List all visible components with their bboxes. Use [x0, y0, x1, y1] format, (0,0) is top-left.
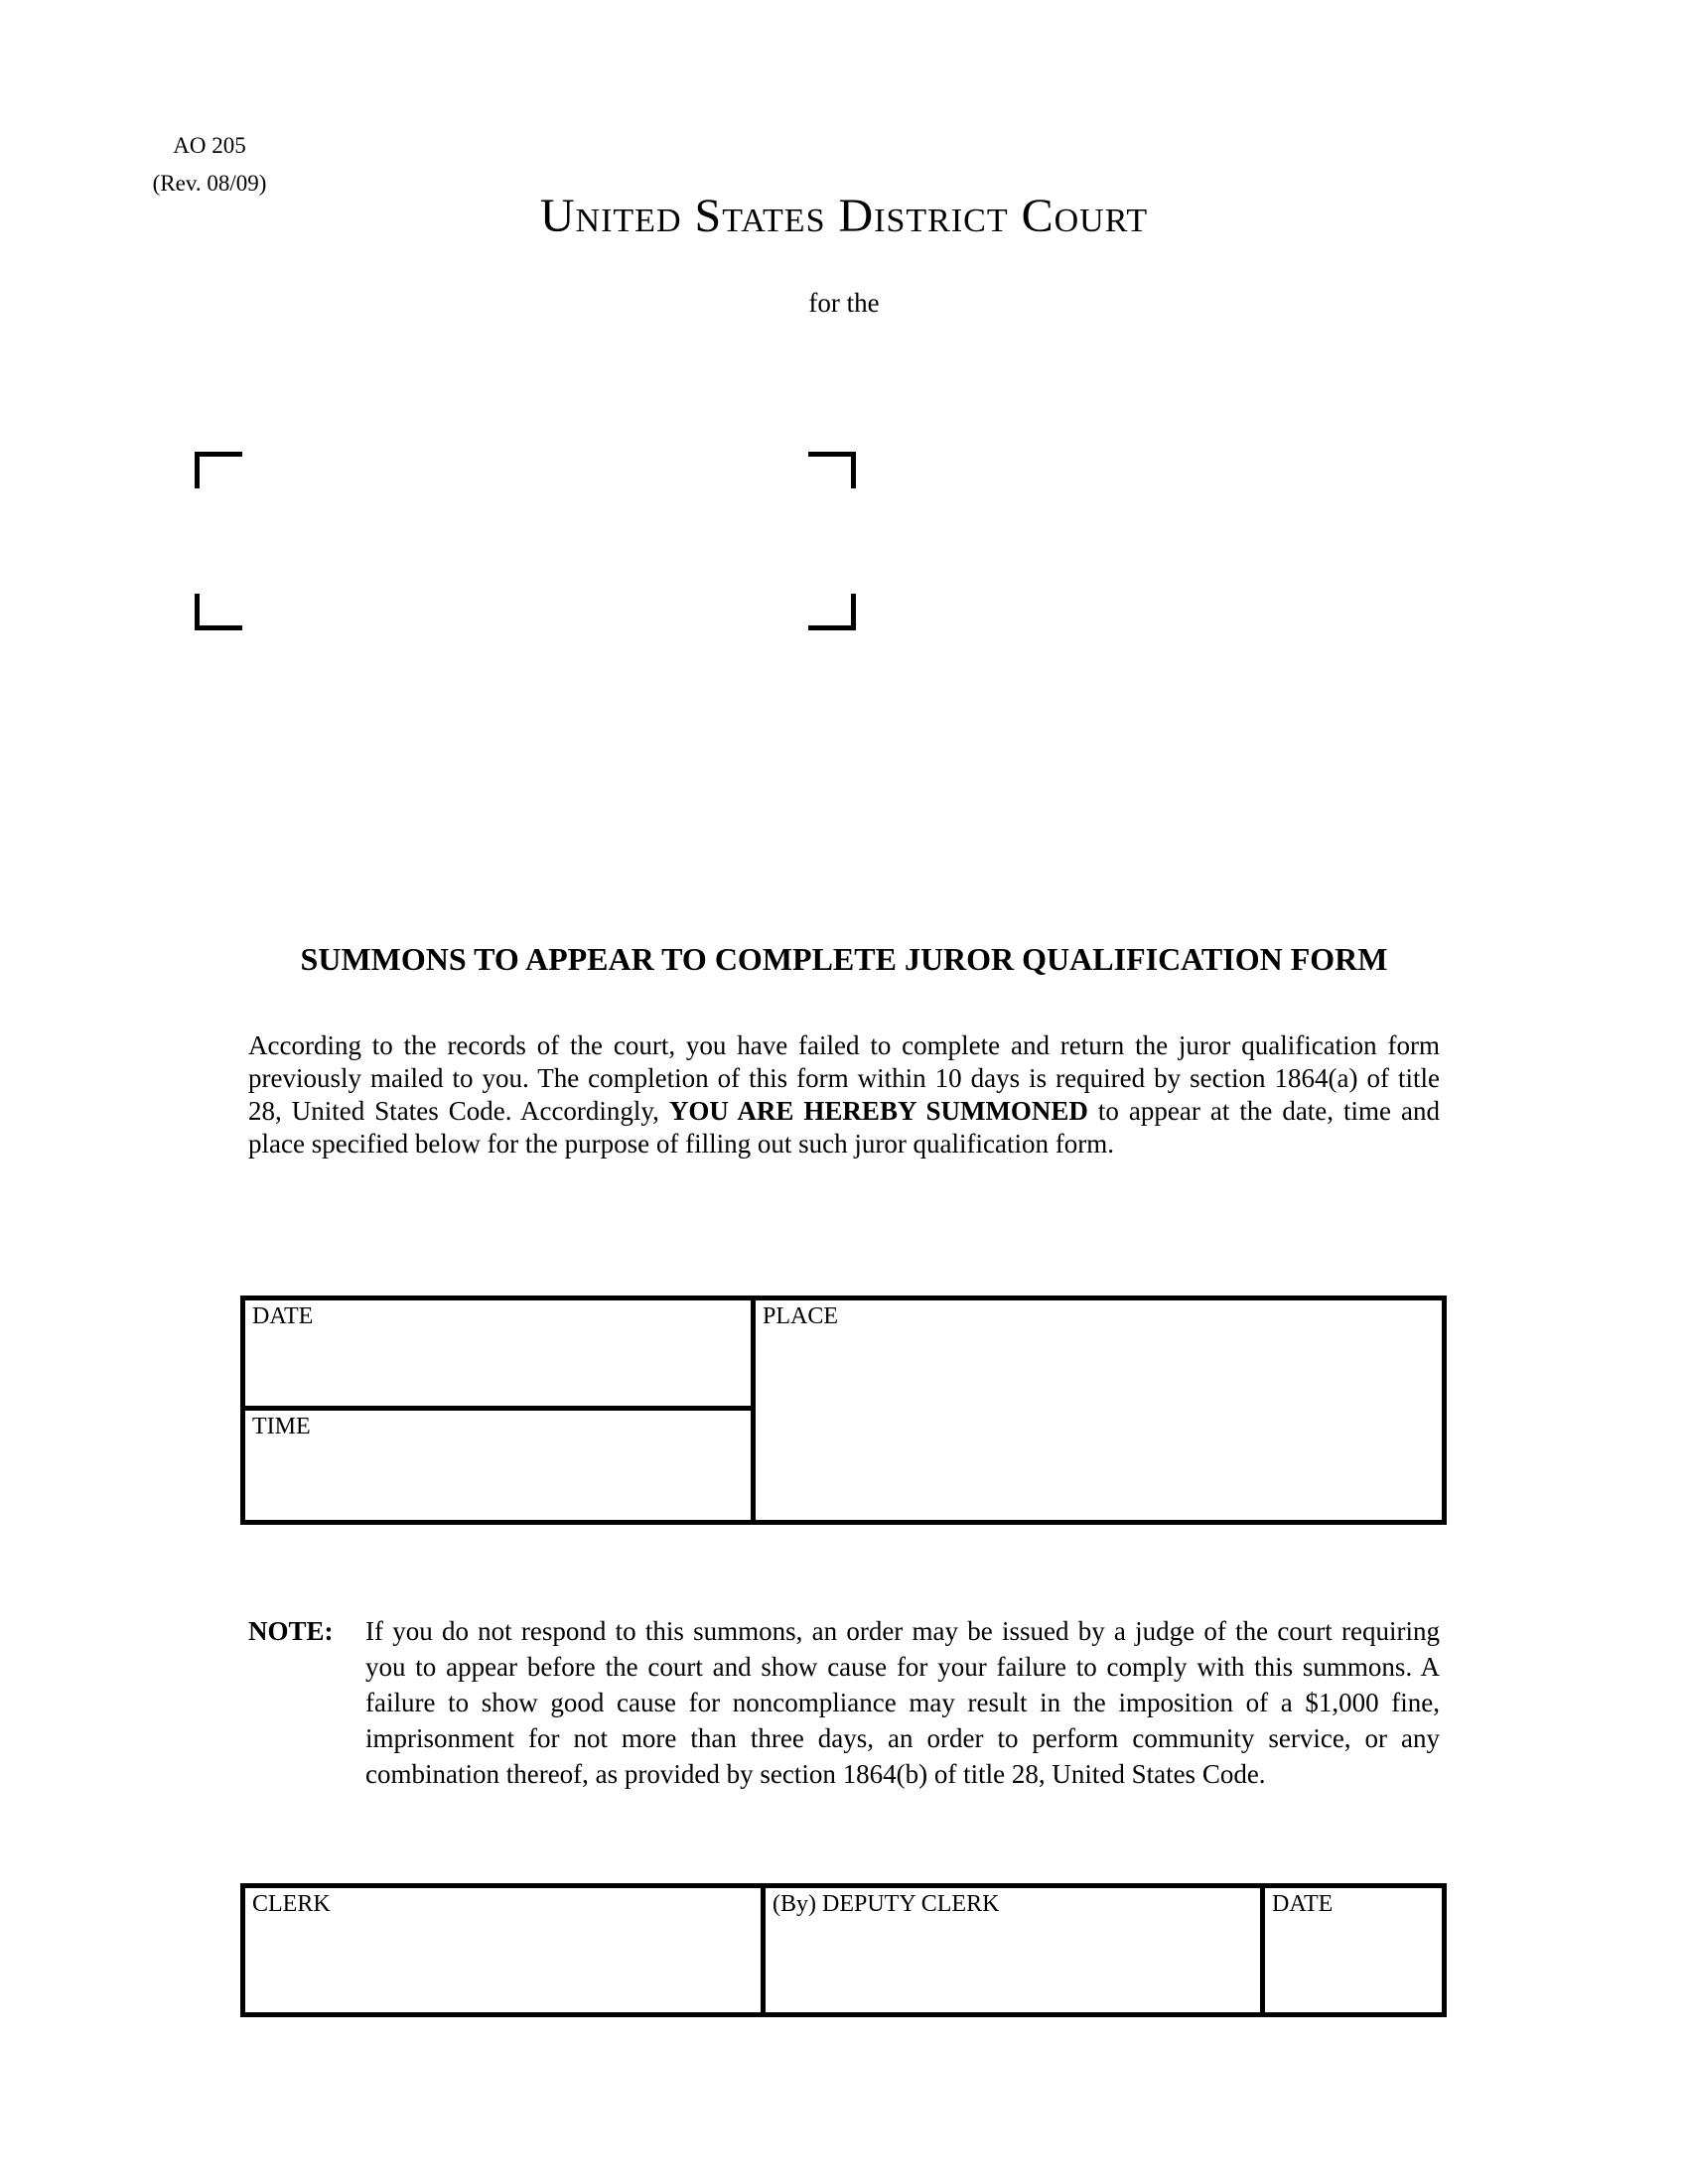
date-field[interactable] [245, 1300, 751, 1411]
summons-heading: SUMMONS TO APPEAR TO COMPLETE JUROR QUALIFICATION FORM [300, 941, 1388, 977]
window-corner-bottom-left-mark [195, 594, 242, 630]
window-corner-top-right-mark [808, 452, 856, 488]
addressee-window-field[interactable] [195, 452, 856, 630]
body-text-bold: YOU ARE HEREBY SUMMONED [668, 1096, 1088, 1126]
note-label: NOTE: [248, 1616, 334, 1646]
deputy-clerk-field[interactable] [766, 1888, 1265, 2012]
note-block [248, 1613, 1440, 1792]
time-label: TIME [252, 1414, 311, 1439]
window-corner-bottom-right-mark [808, 594, 856, 630]
signature-date-field[interactable] [1265, 1888, 1442, 2012]
signature-table [240, 1883, 1447, 2017]
window-corner-top-left-mark [195, 452, 242, 488]
schedule-table-left-column [245, 1300, 756, 1520]
deputy-clerk-label: (By) DEPUTY CLERK [773, 1891, 1000, 1917]
schedule-table [240, 1296, 1447, 1525]
clerk-field[interactable] [245, 1888, 766, 2012]
note-text: If you do not respond to this summons, an order may be issued by a judge of the court requiring you to appear before the court and show cause for your failure to comply with this summons. A failure to show good cause for noncompliance may result in the imposition of a $1,000 fine, imprisonment for not more than three days, an order to perform community service, or any combination thereof, as provided by section 1864(b) of title 28, United States Code. [365, 1616, 1440, 1789]
body-text-part1: According to the records of the court, you have failed to complete and return the juror qualification form previously mailed to you. The completion of this form within 10 days is required by section 1864(a) of title 28, United States Code. Accordingly, [248, 1030, 1440, 1126]
time-field[interactable] [245, 1411, 751, 1520]
date-label: DATE [252, 1303, 314, 1329]
page-title: United States District Court [539, 190, 1149, 242]
place-label: PLACE [763, 1303, 839, 1329]
place-field[interactable] [756, 1300, 1442, 1520]
clerk-label: CLERK [252, 1891, 331, 1917]
body-text-part2: to appear at the date, time and place specified below for the purpose of filling out such juror qualification form. [248, 1096, 1441, 1159]
form-number: AO 205 [173, 133, 246, 158]
summons-body-paragraph [248, 1029, 1440, 1160]
court-subtitle: for the [808, 288, 880, 318]
form-revision: (Rev. 08/09) [152, 171, 267, 196]
signature-date-label: DATE [1272, 1891, 1334, 1917]
